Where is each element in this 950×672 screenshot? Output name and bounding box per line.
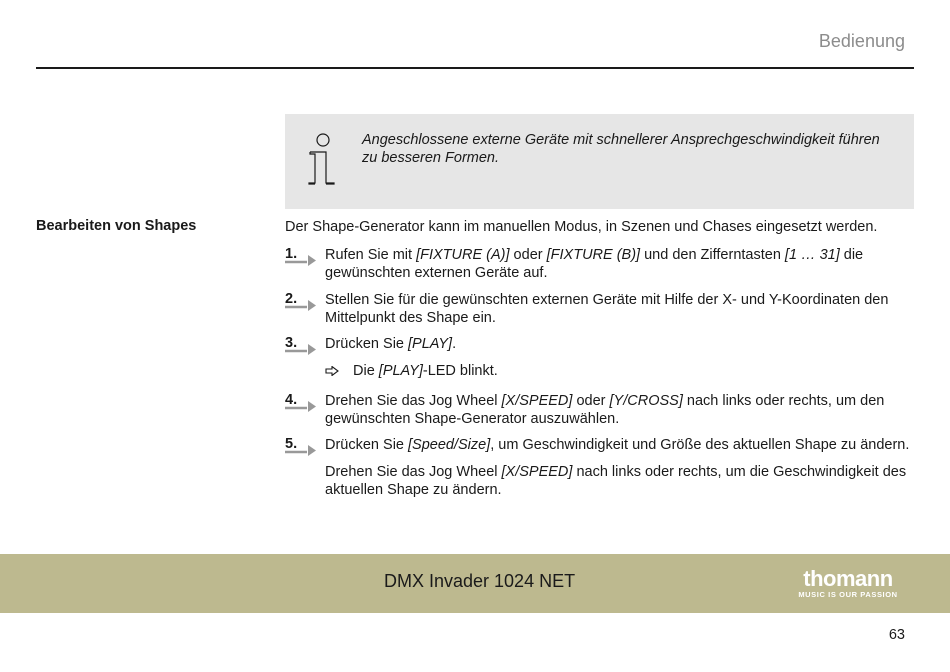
- step-text: Drücken Sie [PLAY].: [325, 336, 457, 352]
- header-rule: [36, 67, 914, 69]
- section-heading: Bearbeiten von Shapes: [36, 218, 197, 234]
- step-number: 1.: [285, 246, 298, 262]
- footer-band: [0, 554, 950, 613]
- step-text: Rufen Sie mit [FIXTURE (A)] oder [FIXTURE (B)] und den Zifferntasten [1 … 31] die gewünschten externen Geräte auf.: [325, 247, 864, 281]
- key-reference: [PLAY]: [408, 336, 453, 352]
- note-box: [285, 114, 914, 209]
- step-5-extra: Drehen Sie das Jog Wheel [X/SPEED] nach links oder rechts, um die Geschwindigkeit des aktuellen Shape zu ändern.: [325, 464, 907, 498]
- info-icon: [305, 132, 345, 188]
- thomann-logo: [790, 568, 906, 600]
- step-number: 3.: [285, 335, 298, 351]
- footer-product-name: DMX Invader 1024 NET: [384, 571, 576, 591]
- key-reference: [Y/CROSS]: [609, 393, 683, 409]
- note-text: Angeschlossene externe Geräte mit schnellerer Ansprechgeschwindigkeit führen zu besseren Formen.: [362, 132, 880, 166]
- logo-tagline: MUSIC IS OUR PASSION: [798, 590, 898, 599]
- logo-wordmark: thomann: [803, 566, 893, 591]
- page-number: 63: [888, 627, 905, 643]
- key-reference: [X/SPEED]: [501, 393, 573, 409]
- result-text: Die [PLAY]-LED blinkt.: [353, 363, 498, 379]
- step-number: 5.: [285, 436, 298, 452]
- key-reference: [FIXTURE (A)]: [416, 247, 510, 263]
- section-intro: Der Shape-Generator kann im manuellen Modus, in Szenen und Chases eingesetzt werden.: [285, 219, 878, 235]
- step-text: Stellen Sie für die gewünschten externen Geräte mit Hilfe der X- und Y-Koordinaten den Mittelpunkt des Shape ein.: [325, 292, 889, 326]
- step-text: Drehen Sie das Jog Wheel [X/SPEED] oder [Y/CROSS] nach links oder rechts, um den gewünschten Shape-Generator auszuwählen.: [325, 393, 885, 427]
- step-number: 4.: [285, 392, 298, 408]
- key-reference: [1 … 31]: [784, 247, 840, 263]
- header-section-title: Bedienung: [818, 31, 905, 51]
- key-reference: [Speed/Size]: [408, 437, 491, 453]
- key-reference: [PLAY]: [378, 363, 423, 379]
- step-number: 2.: [285, 291, 298, 307]
- result-arrow-icon: [325, 366, 339, 376]
- key-reference: [X/SPEED]: [501, 464, 573, 480]
- key-reference: [FIXTURE (B)]: [546, 247, 641, 263]
- step-text: Drücken Sie [Speed/Size], um Geschwindigkeit und Größe des aktuellen Shape zu ändern.: [325, 437, 910, 453]
- step-result: [325, 362, 498, 380]
